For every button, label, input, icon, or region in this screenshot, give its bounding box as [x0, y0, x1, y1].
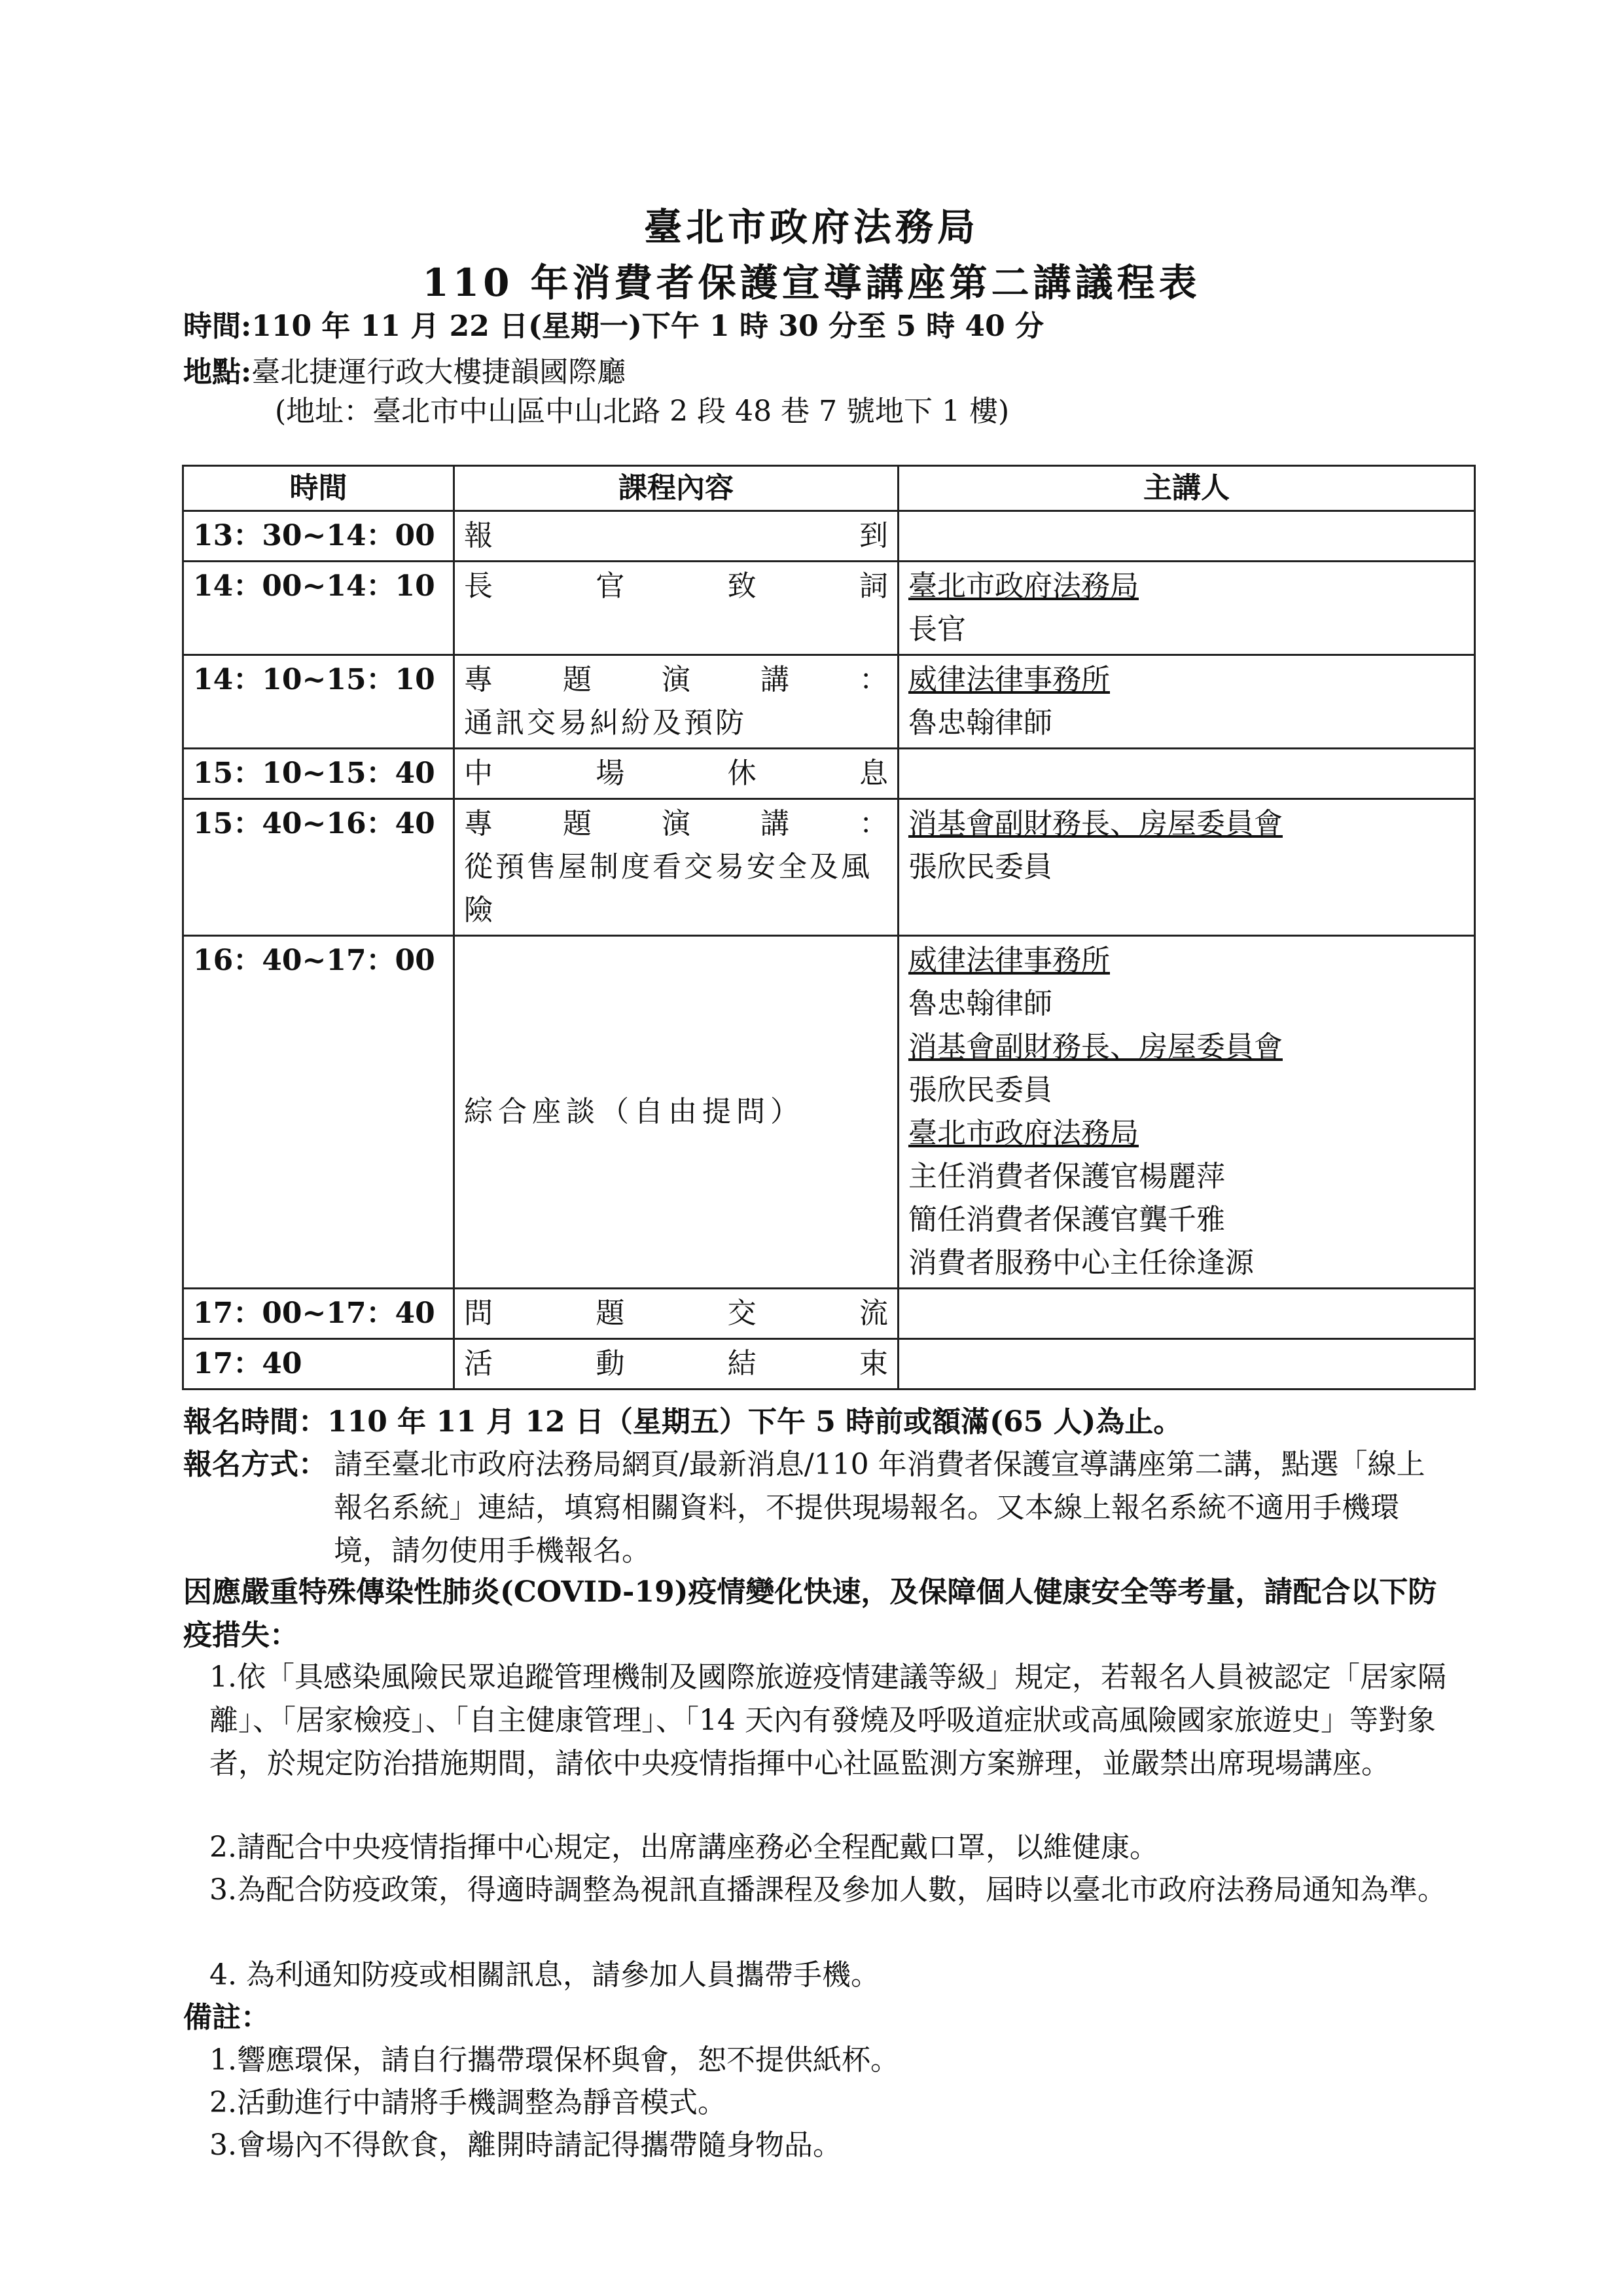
schedule-row [183, 936, 1475, 1289]
schedule-time: 17：40 [183, 1339, 454, 1390]
schedule-course [454, 511, 899, 562]
schedule-speaker [899, 511, 1475, 562]
course-char: 官 [596, 569, 625, 603]
schedule-time: 15：40~16：40 [183, 799, 454, 936]
course-char: 息 [859, 757, 888, 790]
speaker-line: 威律法律事務所 [908, 944, 1110, 977]
course-char: ： [859, 663, 888, 696]
event-place-value: 臺北捷運行政大樓捷韻國際廳 [251, 355, 626, 389]
speaker-line: 消費者服務中心主任徐逢源 [908, 1246, 1254, 1280]
course-char: 活 [464, 1347, 493, 1380]
covid-item: 2.請配合中央疫情指揮中心規定，出席講座務必全程配戴口罩，以維健康。 [209, 1831, 1158, 1864]
document-title: 110 年消費者保護宣導講座第二講議程表 [422, 260, 1201, 305]
course-char: 流 [859, 1297, 888, 1330]
event-address: (地址：臺北市中山區中山北路 2 段 48 巷 7 號地下 1 樓) [275, 395, 1010, 428]
schedule-time: 14：00~14：10 [183, 562, 454, 655]
covid-intro: 因應嚴重特殊傳染性肺炎(COVID-19)疫情變化快速，及保障個人健康安全等考量，請配合以下防疫措失： [183, 1575, 1437, 1652]
course-char: 講 [760, 663, 789, 696]
schedule-speaker [899, 936, 1475, 1289]
event-time-label: 時間: [183, 310, 252, 343]
speaker-line: 長官 [908, 613, 966, 646]
schedule-speaker [899, 799, 1475, 936]
speaker-empty [908, 1342, 1465, 1386]
speaker-empty [908, 514, 1465, 558]
note-item: 2.活動進行中請將手機調整為靜音模式。 [209, 2086, 726, 2119]
course-char: 中 [464, 757, 493, 790]
schedule-speaker [899, 655, 1475, 749]
course-char: 題 [596, 1297, 625, 1330]
schedule-time: 17：00~17：40 [183, 1289, 454, 1339]
course-char: 詞 [859, 569, 888, 603]
course-title [464, 752, 888, 795]
header-course: 課程內容 [454, 466, 899, 511]
document-org-title: 臺北市政府法務局 [643, 205, 979, 249]
schedule-course [454, 799, 899, 936]
schedule-row [183, 562, 1475, 655]
speaker-line: 簡任消費者保護官龔千雅 [908, 1203, 1225, 1236]
header-time: 時間 [183, 466, 454, 511]
course-char: 演 [662, 807, 690, 840]
schedule-time: 14：10~15：10 [183, 655, 454, 749]
header-speaker: 主講人 [899, 466, 1475, 511]
course-char: 結 [727, 1347, 757, 1380]
schedule-speaker [899, 749, 1475, 799]
speaker-empty [908, 752, 1465, 795]
course-title [464, 565, 888, 608]
schedule-time: 13：30~14：00 [183, 511, 454, 562]
speaker-empty [908, 1292, 1465, 1335]
course-char: 長 [464, 569, 493, 603]
course-subtitle: 從預售屋制度看交易安全及風險 [464, 850, 872, 927]
schedule-course [454, 562, 899, 655]
event-place [183, 348, 626, 390]
speaker-line: 魯忠翰律師 [908, 987, 1052, 1020]
schedule-row [183, 799, 1475, 936]
schedule-row [183, 511, 1475, 562]
speaker-line: 魯忠翰律師 [908, 706, 1052, 740]
schedule-course [454, 655, 899, 749]
course-char: 束 [859, 1347, 888, 1380]
course-char: 題 [563, 807, 592, 840]
course-char: 休 [727, 757, 757, 790]
note-item: 3.會場內不得飲食，離開時請記得攜帶隨身物品。 [209, 2128, 842, 2162]
schedule-course [454, 749, 899, 799]
schedule-header-row [183, 466, 1475, 511]
speaker-line: 威律法律事務所 [908, 663, 1110, 696]
course-char: 題 [563, 663, 592, 696]
course-char: 場 [596, 757, 625, 790]
course-char: 演 [662, 663, 690, 696]
schedule-row [183, 1339, 1475, 1390]
notes-label: 備註： [183, 2001, 270, 2034]
course-title [464, 514, 888, 558]
speaker-line: 消基會副財務長、房屋委員會 [908, 1030, 1283, 1064]
speaker-line: 主任消費者保護官楊麗萍 [908, 1160, 1225, 1193]
course-char: 動 [596, 1347, 625, 1380]
speaker-line: 消基會副財務長、房屋委員會 [908, 807, 1283, 840]
course-char: 專 [464, 807, 493, 840]
speaker-line: 張欣民委員 [908, 1073, 1052, 1107]
registration-method-label: 報名方式： [183, 1448, 327, 1481]
course-title [464, 658, 888, 702]
schedule-time: 15：10~15：40 [183, 749, 454, 799]
covid-item: 1.依「具感染風險民眾追蹤管理機制及國際旅遊疫情建議等級」規定，若報名人員被認定「居家隔離」、「居家檢疫」、「自主健康管理」、「14 天內有發燒及呼吸道症狀或高風險國家旅遊史」等對象者，於規定防治措施期間，請依中央疫情指揮中心社區監測方案辦理，並嚴禁出席現場講座。 [209, 1660, 1446, 1780]
course-title [464, 1292, 888, 1335]
covid-item: 4. 為利通知防疫或相關訊息，請參加人員攜帶手機。 [209, 1958, 880, 1992]
event-time [183, 302, 1044, 344]
course-char: 到 [859, 519, 888, 552]
course-char: 講 [760, 807, 789, 840]
course-char: 報 [464, 519, 493, 552]
course-char: 交 [727, 1297, 757, 1330]
schedule-course [454, 1289, 899, 1339]
schedule-course [454, 936, 899, 1289]
speaker-line: 張欣民委員 [908, 850, 1052, 884]
schedule-row [183, 1289, 1475, 1339]
schedule-table [182, 465, 1476, 1390]
course-title [464, 802, 888, 846]
schedule-row [183, 655, 1475, 749]
registration-method-text: 請至臺北市政府法務局網頁/最新消息/110 年消費者保護宣導講座第二講，點選「線上報名系統」連結，填寫相關資料，不提供現場報名。又本線上報名系統不適用手機環境，請勿使用手機報名。 [334, 1448, 1425, 1568]
note-item: 1.響應環保，請自行攜帶環保杯與會，恕不提供紙杯。 [209, 2043, 899, 2077]
speaker-line: 臺北市政府法務局 [908, 1117, 1139, 1150]
registration-time: 報名時間：110 年 11 月 12 日（星期五）下午 5 時前或額滿(65 人)為止。 [183, 1405, 1183, 1439]
speaker-line: 臺北市政府法務局 [908, 569, 1139, 603]
course-char: 致 [727, 569, 757, 603]
schedule-speaker [899, 1339, 1475, 1390]
course-subtitle: 通訊交易糾紛及預防 [464, 706, 747, 740]
event-place-label: 地點: [183, 355, 252, 389]
schedule-speaker [899, 562, 1475, 655]
course-char: 專 [464, 663, 493, 696]
covid-item: 3.為配合防疫政策，得適時調整為視訊直播課程及參加人數，屆時以臺北市政府法務局通知為準。 [209, 1873, 1446, 1907]
course-text: 綜合座談（自由提問） [464, 1095, 804, 1128]
course-title [464, 1342, 888, 1386]
schedule-speaker [899, 1289, 1475, 1339]
schedule-time: 16：40~17：00 [183, 936, 454, 1289]
course-char: 問 [464, 1297, 493, 1330]
course-char: ： [859, 807, 888, 840]
schedule-course [454, 1339, 899, 1390]
schedule-row [183, 749, 1475, 799]
event-time-value: 110 年 11 月 22 日(星期一)下午 1 時 30 分至 5 時 40 分 [251, 310, 1044, 343]
